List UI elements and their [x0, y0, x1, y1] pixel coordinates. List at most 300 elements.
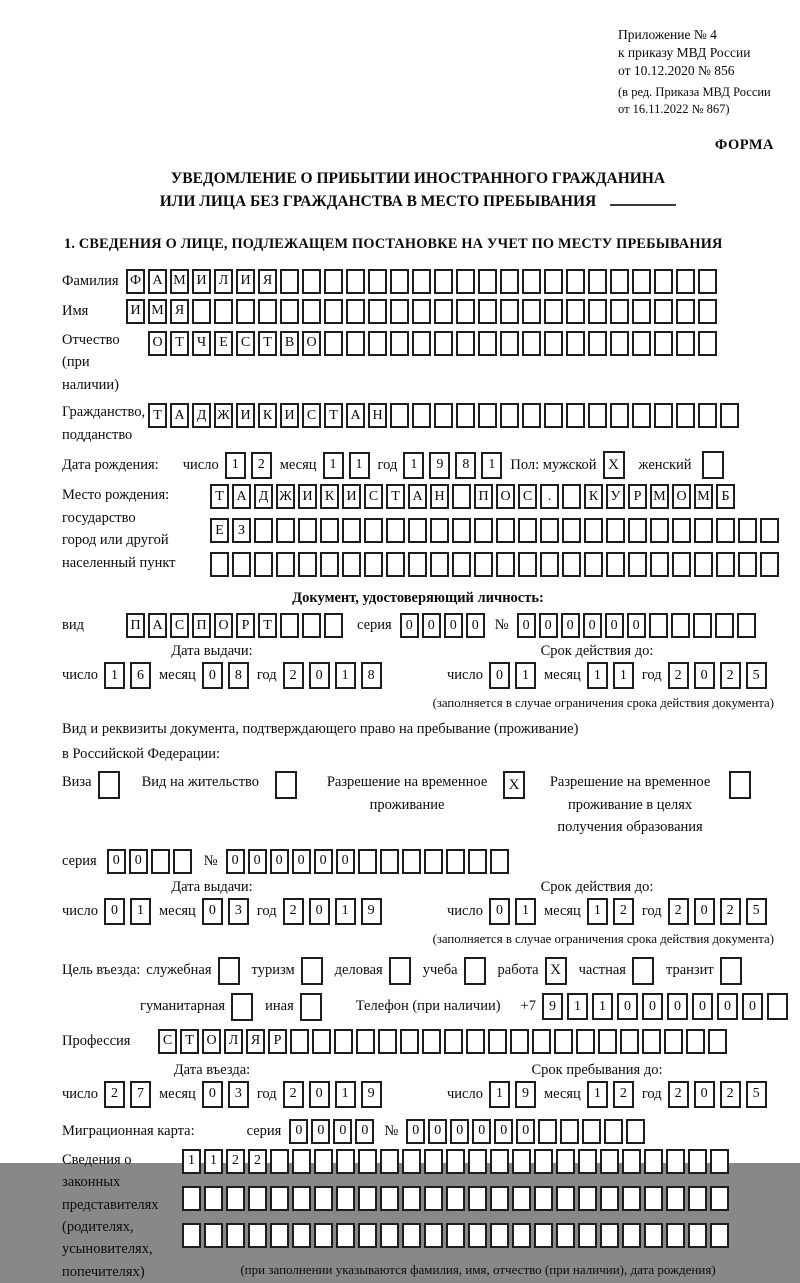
char-cell[interactable]: 0 — [627, 613, 646, 638]
temp-residence-education-checkbox[interactable] — [729, 771, 751, 799]
char-cell[interactable] — [540, 518, 559, 543]
char-cell[interactable] — [666, 1186, 685, 1211]
char-cell[interactable] — [280, 299, 299, 324]
char-cell[interactable] — [412, 331, 431, 356]
char-cell[interactable] — [466, 1029, 485, 1054]
purpose-official-checkbox[interactable] — [218, 957, 240, 985]
char-cell[interactable]: 3 — [228, 1081, 249, 1108]
char-cell[interactable] — [676, 269, 695, 294]
char-cell[interactable]: 0 — [494, 1119, 513, 1144]
char-cell[interactable]: У — [606, 484, 625, 509]
char-cell[interactable]: 1 — [349, 452, 370, 479]
char-cell[interactable]: 1 — [489, 1081, 510, 1108]
char-cell[interactable] — [320, 518, 339, 543]
char-cell[interactable] — [522, 299, 541, 324]
char-cell[interactable]: 6 — [130, 662, 151, 689]
char-cell[interactable] — [302, 613, 321, 638]
char-cell[interactable] — [588, 299, 607, 324]
char-cell[interactable] — [490, 1149, 509, 1174]
char-cell[interactable]: Т — [258, 613, 277, 638]
char-cell[interactable] — [512, 1149, 531, 1174]
char-cell[interactable]: 2 — [668, 1081, 689, 1108]
char-cell[interactable] — [562, 484, 581, 509]
char-cell[interactable]: 0 — [694, 1081, 715, 1108]
char-cell[interactable]: 1 — [587, 662, 608, 689]
char-cell[interactable] — [694, 518, 713, 543]
char-cell[interactable] — [576, 1029, 595, 1054]
char-cell[interactable] — [408, 552, 427, 577]
char-cell[interactable] — [716, 552, 735, 577]
char-cell[interactable]: 1 — [225, 452, 246, 479]
char-cell[interactable] — [320, 552, 339, 577]
char-cell[interactable] — [412, 299, 431, 324]
char-cell[interactable] — [540, 552, 559, 577]
char-cell[interactable] — [478, 403, 497, 428]
char-cell[interactable]: 2 — [668, 662, 689, 689]
char-cell[interactable]: 1 — [515, 662, 536, 689]
char-cell[interactable] — [628, 552, 647, 577]
char-cell[interactable] — [760, 552, 779, 577]
char-cell[interactable] — [364, 518, 383, 543]
char-cell[interactable] — [694, 552, 713, 577]
char-cell[interactable] — [496, 518, 515, 543]
char-cell[interactable] — [622, 1186, 641, 1211]
char-cell[interactable]: Т — [258, 331, 277, 356]
char-cell[interactable] — [560, 1119, 579, 1144]
char-cell[interactable] — [446, 1149, 465, 1174]
char-cell[interactable] — [402, 1186, 421, 1211]
char-cell[interactable] — [270, 1186, 289, 1211]
char-cell[interactable] — [390, 299, 409, 324]
char-cell[interactable] — [364, 552, 383, 577]
char-cell[interactable] — [522, 331, 541, 356]
char-cell[interactable] — [598, 1029, 617, 1054]
char-cell[interactable] — [468, 1223, 487, 1248]
char-cell[interactable] — [632, 331, 651, 356]
char-cell[interactable] — [346, 331, 365, 356]
char-cell[interactable]: Ч — [192, 331, 211, 356]
char-cell[interactable] — [324, 331, 343, 356]
char-cell[interactable] — [698, 299, 717, 324]
char-cell[interactable] — [358, 1149, 377, 1174]
char-cell[interactable] — [671, 613, 690, 638]
char-cell[interactable] — [622, 1149, 641, 1174]
char-cell[interactable]: 3 — [228, 898, 249, 925]
char-cell[interactable]: И — [280, 403, 299, 428]
char-cell[interactable]: 0 — [333, 1119, 352, 1144]
char-cell[interactable] — [402, 1149, 421, 1174]
char-cell[interactable]: 2 — [251, 452, 272, 479]
char-cell[interactable]: 1 — [182, 1149, 201, 1174]
char-cell[interactable] — [610, 331, 629, 356]
char-cell[interactable]: О — [202, 1029, 221, 1054]
char-cell[interactable]: 1 — [592, 993, 613, 1020]
char-cell[interactable] — [324, 299, 343, 324]
char-cell[interactable] — [412, 403, 431, 428]
char-cell[interactable]: 1 — [403, 452, 424, 479]
char-cell[interactable]: 0 — [667, 993, 688, 1020]
char-cell[interactable] — [666, 1223, 685, 1248]
char-cell[interactable] — [664, 1029, 683, 1054]
char-cell[interactable] — [368, 331, 387, 356]
char-cell[interactable] — [538, 1119, 557, 1144]
purpose-private-checkbox[interactable] — [632, 957, 654, 985]
char-cell[interactable] — [556, 1223, 575, 1248]
char-cell[interactable]: Е — [214, 331, 233, 356]
char-cell[interactable] — [606, 518, 625, 543]
char-cell[interactable] — [380, 1149, 399, 1174]
char-cell[interactable] — [676, 299, 695, 324]
char-cell[interactable]: К — [320, 484, 339, 509]
char-cell[interactable] — [686, 1029, 705, 1054]
char-cell[interactable]: А — [232, 484, 251, 509]
char-cell[interactable] — [534, 1149, 553, 1174]
char-cell[interactable]: 1 — [481, 452, 502, 479]
char-cell[interactable] — [346, 299, 365, 324]
char-cell[interactable]: 1 — [515, 898, 536, 925]
char-cell[interactable]: 0 — [270, 849, 289, 874]
char-cell[interactable]: Т — [210, 484, 229, 509]
char-cell[interactable] — [452, 552, 471, 577]
char-cell[interactable] — [478, 331, 497, 356]
char-cell[interactable]: 1 — [335, 662, 356, 689]
char-cell[interactable]: 8 — [228, 662, 249, 689]
char-cell[interactable] — [478, 269, 497, 294]
char-cell[interactable]: 2 — [248, 1149, 267, 1174]
char-cell[interactable] — [610, 299, 629, 324]
char-cell[interactable]: 0 — [466, 613, 485, 638]
char-cell[interactable] — [468, 1149, 487, 1174]
char-cell[interactable] — [422, 1029, 441, 1054]
char-cell[interactable] — [434, 331, 453, 356]
char-cell[interactable] — [488, 1029, 507, 1054]
char-cell[interactable] — [566, 331, 585, 356]
char-cell[interactable]: 5 — [746, 1081, 767, 1108]
char-cell[interactable] — [474, 518, 493, 543]
purpose-tourism-checkbox[interactable] — [301, 957, 323, 985]
char-cell[interactable] — [254, 518, 273, 543]
char-cell[interactable] — [446, 1186, 465, 1211]
char-cell[interactable] — [368, 299, 387, 324]
char-cell[interactable] — [446, 849, 465, 874]
char-cell[interactable]: 0 — [517, 613, 536, 638]
char-cell[interactable] — [698, 403, 717, 428]
char-cell[interactable]: 1 — [587, 898, 608, 925]
char-cell[interactable] — [452, 484, 471, 509]
char-cell[interactable] — [672, 552, 691, 577]
char-cell[interactable] — [302, 269, 321, 294]
char-cell[interactable] — [424, 849, 443, 874]
char-cell[interactable]: 1 — [335, 898, 356, 925]
char-cell[interactable] — [336, 1149, 355, 1174]
char-cell[interactable]: 0 — [248, 849, 267, 874]
char-cell[interactable] — [688, 1223, 707, 1248]
char-cell[interactable]: 1 — [104, 662, 125, 689]
char-cell[interactable] — [544, 331, 563, 356]
char-cell[interactable] — [280, 269, 299, 294]
char-cell[interactable] — [666, 1149, 685, 1174]
char-cell[interactable]: 0 — [694, 898, 715, 925]
char-cell[interactable]: 9 — [361, 1081, 382, 1108]
char-cell[interactable] — [518, 518, 537, 543]
char-cell[interactable] — [324, 613, 343, 638]
char-cell[interactable] — [248, 1186, 267, 1211]
char-cell[interactable] — [192, 299, 211, 324]
char-cell[interactable] — [578, 1149, 597, 1174]
char-cell[interactable] — [182, 1223, 201, 1248]
char-cell[interactable]: 0 — [472, 1119, 491, 1144]
char-cell[interactable]: 0 — [202, 898, 223, 925]
char-cell[interactable] — [434, 269, 453, 294]
char-cell[interactable]: 0 — [717, 993, 738, 1020]
char-cell[interactable] — [490, 1186, 509, 1211]
char-cell[interactable]: А — [408, 484, 427, 509]
char-cell[interactable] — [654, 331, 673, 356]
char-cell[interactable] — [358, 849, 377, 874]
char-cell[interactable]: Д — [254, 484, 273, 509]
char-cell[interactable]: С — [518, 484, 537, 509]
char-cell[interactable]: Р — [268, 1029, 287, 1054]
char-cell[interactable] — [380, 1223, 399, 1248]
char-cell[interactable] — [544, 403, 563, 428]
char-cell[interactable]: 0 — [617, 993, 638, 1020]
char-cell[interactable] — [760, 518, 779, 543]
char-cell[interactable] — [390, 331, 409, 356]
char-cell[interactable]: 0 — [406, 1119, 425, 1144]
char-cell[interactable] — [737, 613, 756, 638]
char-cell[interactable] — [588, 269, 607, 294]
char-cell[interactable]: М — [694, 484, 713, 509]
char-cell[interactable]: О — [214, 613, 233, 638]
char-cell[interactable] — [490, 1223, 509, 1248]
char-cell[interactable] — [298, 552, 317, 577]
char-cell[interactable] — [430, 518, 449, 543]
char-cell[interactable] — [151, 849, 170, 874]
char-cell[interactable] — [468, 1186, 487, 1211]
char-cell[interactable] — [688, 1149, 707, 1174]
char-cell[interactable]: М — [650, 484, 669, 509]
sex-female-checkbox[interactable] — [702, 451, 724, 479]
char-cell[interactable]: С — [364, 484, 383, 509]
char-cell[interactable] — [600, 1149, 619, 1174]
char-cell[interactable] — [672, 518, 691, 543]
char-cell[interactable]: И — [342, 484, 361, 509]
char-cell[interactable]: Т — [324, 403, 343, 428]
char-cell[interactable] — [698, 269, 717, 294]
char-cell[interactable] — [554, 1029, 573, 1054]
char-cell[interactable]: 0 — [642, 993, 663, 1020]
char-cell[interactable] — [710, 1223, 729, 1248]
char-cell[interactable] — [534, 1223, 553, 1248]
char-cell[interactable] — [232, 552, 251, 577]
char-cell[interactable] — [446, 1223, 465, 1248]
char-cell[interactable] — [512, 1186, 531, 1211]
char-cell[interactable] — [270, 1149, 289, 1174]
char-cell[interactable] — [424, 1186, 443, 1211]
char-cell[interactable] — [378, 1029, 397, 1054]
char-cell[interactable] — [698, 331, 717, 356]
char-cell[interactable]: 9 — [542, 993, 563, 1020]
char-cell[interactable] — [292, 1186, 311, 1211]
char-cell[interactable]: 1 — [567, 993, 588, 1020]
char-cell[interactable] — [562, 552, 581, 577]
char-cell[interactable] — [676, 331, 695, 356]
char-cell[interactable] — [402, 1223, 421, 1248]
char-cell[interactable]: . — [540, 484, 559, 509]
char-cell[interactable] — [204, 1186, 223, 1211]
char-cell[interactable] — [334, 1029, 353, 1054]
char-cell[interactable]: 0 — [355, 1119, 374, 1144]
char-cell[interactable] — [522, 403, 541, 428]
char-cell[interactable]: 0 — [202, 1081, 223, 1108]
char-cell[interactable]: 1 — [587, 1081, 608, 1108]
char-cell[interactable]: 0 — [692, 993, 713, 1020]
char-cell[interactable]: А — [170, 403, 189, 428]
visa-checkbox[interactable] — [98, 771, 120, 799]
char-cell[interactable]: 7 — [130, 1081, 151, 1108]
char-cell[interactable] — [214, 299, 233, 324]
char-cell[interactable]: М — [170, 269, 189, 294]
sex-male-checkbox[interactable]: X — [603, 451, 625, 479]
char-cell[interactable] — [314, 1149, 333, 1174]
char-cell[interactable] — [478, 299, 497, 324]
char-cell[interactable] — [390, 269, 409, 294]
char-cell[interactable] — [650, 518, 669, 543]
char-cell[interactable] — [644, 1223, 663, 1248]
char-cell[interactable]: Т — [148, 403, 167, 428]
char-cell[interactable]: И — [236, 403, 255, 428]
char-cell[interactable] — [649, 613, 668, 638]
char-cell[interactable]: Р — [236, 613, 255, 638]
char-cell[interactable] — [254, 552, 273, 577]
char-cell[interactable]: Т — [386, 484, 405, 509]
char-cell[interactable] — [342, 518, 361, 543]
char-cell[interactable]: К — [258, 403, 277, 428]
char-cell[interactable]: 0 — [444, 613, 463, 638]
char-cell[interactable] — [280, 613, 299, 638]
char-cell[interactable]: 2 — [720, 1081, 741, 1108]
char-cell[interactable] — [336, 1223, 355, 1248]
char-cell[interactable]: 0 — [428, 1119, 447, 1144]
char-cell[interactable] — [290, 1029, 309, 1054]
char-cell[interactable] — [380, 1186, 399, 1211]
char-cell[interactable]: 9 — [515, 1081, 536, 1108]
char-cell[interactable]: 2 — [668, 898, 689, 925]
temp-residence-checkbox[interactable]: X — [503, 771, 525, 799]
char-cell[interactable]: И — [236, 269, 255, 294]
char-cell[interactable] — [430, 552, 449, 577]
char-cell[interactable]: А — [346, 403, 365, 428]
char-cell[interactable] — [358, 1223, 377, 1248]
char-cell[interactable] — [424, 1223, 443, 1248]
purpose-business-checkbox[interactable] — [389, 957, 411, 985]
char-cell[interactable] — [346, 269, 365, 294]
char-cell[interactable] — [336, 1186, 355, 1211]
char-cell[interactable] — [710, 1149, 729, 1174]
char-cell[interactable]: Ж — [276, 484, 295, 509]
char-cell[interactable]: С — [170, 613, 189, 638]
char-cell[interactable]: 0 — [694, 662, 715, 689]
char-cell[interactable] — [626, 1119, 645, 1144]
char-cell[interactable] — [444, 1029, 463, 1054]
char-cell[interactable] — [715, 613, 734, 638]
char-cell[interactable] — [544, 299, 563, 324]
char-cell[interactable]: 0 — [400, 613, 419, 638]
char-cell[interactable] — [582, 1119, 601, 1144]
char-cell[interactable]: 0 — [450, 1119, 469, 1144]
char-cell[interactable] — [710, 1186, 729, 1211]
char-cell[interactable] — [693, 613, 712, 638]
char-cell[interactable]: 0 — [422, 613, 441, 638]
char-cell[interactable]: 0 — [605, 613, 624, 638]
char-cell[interactable] — [412, 269, 431, 294]
char-cell[interactable]: 0 — [489, 898, 510, 925]
char-cell[interactable] — [510, 1029, 529, 1054]
char-cell[interactable]: Е — [210, 518, 229, 543]
char-cell[interactable] — [566, 299, 585, 324]
char-cell[interactable] — [642, 1029, 661, 1054]
char-cell[interactable]: 0 — [104, 898, 125, 925]
char-cell[interactable]: Б — [716, 484, 735, 509]
char-cell[interactable]: 0 — [289, 1119, 308, 1144]
char-cell[interactable]: 0 — [336, 849, 355, 874]
char-cell[interactable]: Н — [368, 403, 387, 428]
char-cell[interactable] — [358, 1186, 377, 1211]
char-cell[interactable] — [562, 518, 581, 543]
char-cell[interactable]: М — [148, 299, 167, 324]
char-cell[interactable] — [324, 269, 343, 294]
char-cell[interactable] — [368, 269, 387, 294]
char-cell[interactable]: С — [236, 331, 255, 356]
char-cell[interactable]: 9 — [361, 898, 382, 925]
char-cell[interactable] — [644, 1186, 663, 1211]
char-cell[interactable] — [468, 849, 487, 874]
char-cell[interactable]: 0 — [107, 849, 126, 874]
char-cell[interactable]: 0 — [129, 849, 148, 874]
char-cell[interactable]: 2 — [283, 662, 304, 689]
char-cell[interactable] — [584, 518, 603, 543]
char-cell[interactable] — [204, 1223, 223, 1248]
char-cell[interactable] — [588, 403, 607, 428]
char-cell[interactable] — [173, 849, 192, 874]
char-cell[interactable]: 2 — [226, 1149, 245, 1174]
char-cell[interactable] — [578, 1223, 597, 1248]
char-cell[interactable] — [584, 552, 603, 577]
char-cell[interactable] — [292, 1223, 311, 1248]
char-cell[interactable]: И — [126, 299, 145, 324]
char-cell[interactable] — [566, 403, 585, 428]
char-cell[interactable]: 2 — [720, 662, 741, 689]
char-cell[interactable] — [342, 552, 361, 577]
char-cell[interactable]: 8 — [361, 662, 382, 689]
char-cell[interactable] — [500, 299, 519, 324]
char-cell[interactable] — [302, 299, 321, 324]
char-cell[interactable] — [650, 552, 669, 577]
char-cell[interactable] — [654, 403, 673, 428]
char-cell[interactable]: 1 — [204, 1149, 223, 1174]
char-cell[interactable]: Я — [170, 299, 189, 324]
char-cell[interactable] — [588, 331, 607, 356]
char-cell[interactable]: Т — [170, 331, 189, 356]
char-cell[interactable] — [312, 1029, 331, 1054]
char-cell[interactable] — [716, 518, 735, 543]
char-cell[interactable] — [610, 403, 629, 428]
char-cell[interactable] — [578, 1186, 597, 1211]
char-cell[interactable] — [500, 403, 519, 428]
char-cell[interactable] — [518, 552, 537, 577]
char-cell[interactable] — [424, 1149, 443, 1174]
char-cell[interactable]: О — [672, 484, 691, 509]
